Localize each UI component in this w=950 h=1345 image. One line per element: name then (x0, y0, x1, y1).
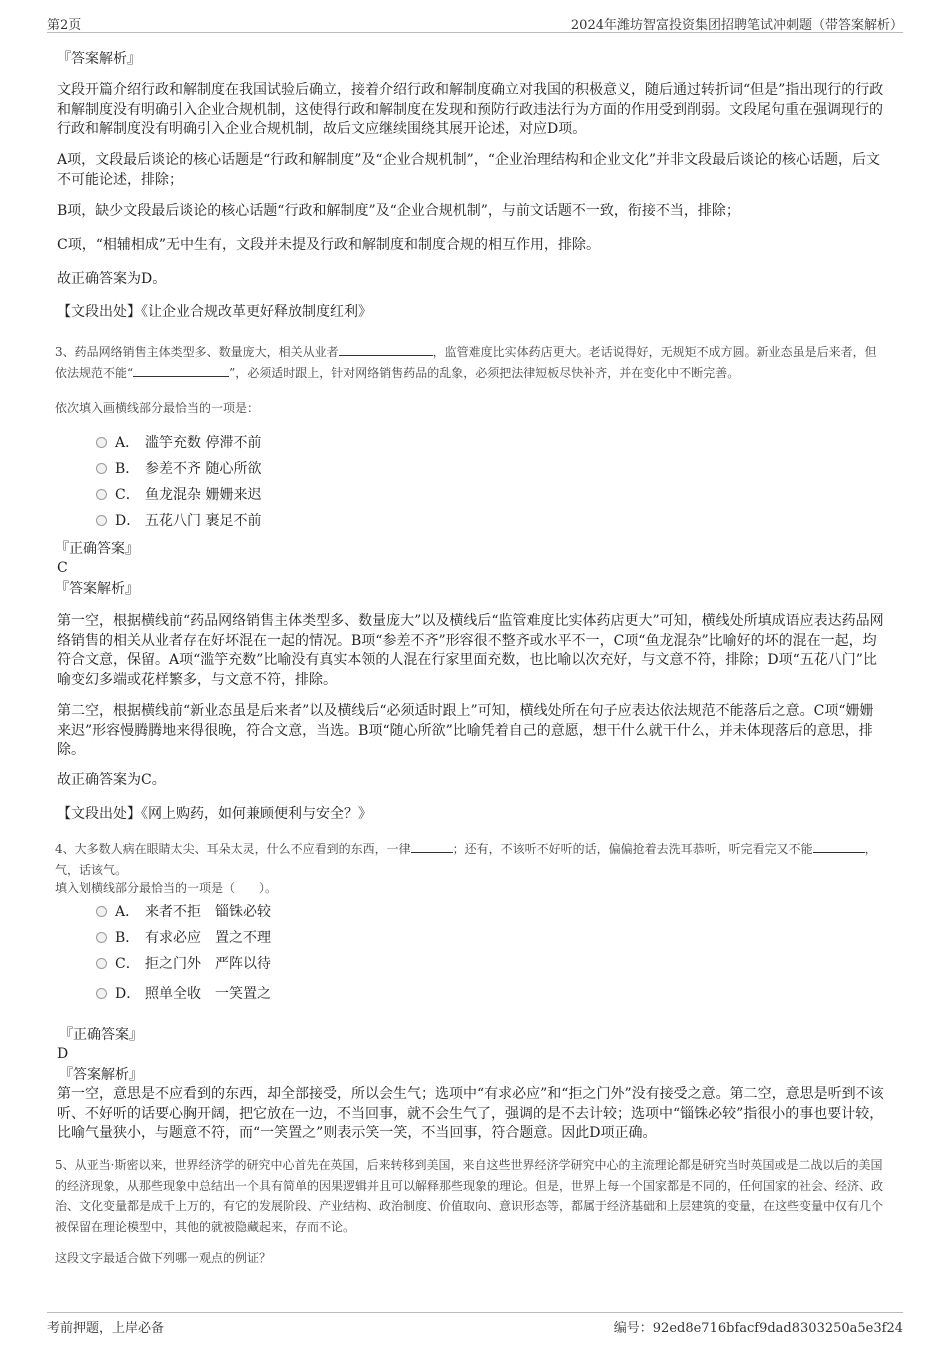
q3-blank-1 (339, 343, 433, 356)
q3-option-a[interactable]: A． 滥竽充数 停滞不前 (96, 433, 261, 453)
q3-stem: 3、药品网络销售主体类型多、数量庞大，相关从业者 ，监管难度比实体药店更大。老话说得好，无规矩不成方圆。新业态虽是后来者，但依法规范不能“ ”，必须适时跟上，针对网络销售药品的乱象，必须把法律短板尽快补齐，并在变化中不断完善。 (55, 345, 877, 380)
q4-blank-2 (813, 840, 865, 853)
q4-correct-heading: 『正确答案』 (59, 1027, 143, 1043)
q3-analysis-paragraph-2: 第二空，根据横线前“新业态虽是后来者”以及横线后“必须适时跟上”可知，横线处所在句子应表达依法规范不能落后之意。C项“姗姗来迟”形容慢腾腾地来得很晚，符合文意，当选。B项“随心所欲”比喻凭着自己的意愿，想干什么就干什么，并未体现落后的意思，排除。 (57, 703, 874, 758)
q4-correct-answer: D (57, 1046, 69, 1062)
q3-instruction: 依次填入画横线部分最恰当的一项是： (55, 401, 260, 415)
radio-icon[interactable] (96, 932, 107, 943)
footer-slogan: 考前押题，上岸必备 (47, 1321, 165, 1336)
q3-option-c[interactable]: C． 鱼龙混杂 姗姗来迟 (96, 485, 261, 505)
q4-analysis-paragraph: 第一空，意思是不应看到的东西，却全部接受，所以会生气；选项中“有求必应”和“拒之门外”没有接受之意。第二空，意思是听到不该听、不好听的话要心胸开阔，把它放在一边，不当回事，就不会生气了，强调的是不去计较；选项中“锱铢必较”指很小的事也要计较，比喻气量狭小，与题意不符，而“一笑置之”则表示笑一笑，不当回事，符合题意。因此D项正确。 (57, 1086, 884, 1141)
page-header (47, 10, 903, 33)
q3-correct-heading: 『正确答案』 (55, 541, 139, 557)
q5-question: 这段文字最适合做下列哪一观点的例证？ (55, 1251, 272, 1265)
q2-analysis-option-c: C项，“相辅相成”无中生有，文段并未提及行政和解制度和制度合规的相互作用，排除。 (57, 237, 601, 253)
q3-option-d[interactable]: D． 五花八门 裹足不前 (96, 511, 261, 531)
q3-option-b[interactable]: B． 参差不齐 随心所欲 (96, 459, 261, 479)
q3-analysis-heading: 『答案解析』 (55, 581, 139, 597)
q3-source: 【文段出处】《网上购药，如何兼顾便利与安全？》 (57, 806, 372, 822)
q4-instruction: 填入划横线部分最恰当的一项是（ ）。 (55, 881, 278, 895)
q3-conclusion: 故正确答案为C。 (57, 772, 166, 788)
q3-blank-2 (133, 364, 229, 377)
q5-stem: 5、从亚当·斯密以来，世界经济学的研究中心首先在英国，后来转移到美国，来自这些世界经济学研究中心的主流理论都是研究当时英国或是二战以后的美国的经济现象，从那些现象中总结出一个具有简单的因果逻辑并且可以解释那些现象的理论。但是，世界上每一个国家都是不同的，任何国家的社会、经济、政治、文化变量都是成千上万的，有它的发展阶段、产业结构、政治制度、价值取向、意识形态等，都属于经济基础和上层建筑的变量，在这些变量中仅有几个被保留在理论模型中，其他的就被隐藏起来，存而不论。 (55, 1158, 884, 1234)
q3-analysis-paragraph-1: 第一空，根据横线前“药品网络销售主体类型多、数量庞大”以及横线后“监管难度比实体药店更大”可知，横线处所填成语应表达药品网络销售的相关从业者存在好坏混在一起的情况。B项“参差不齐”形容很不整齐或水平不一，C项“鱼龙混杂”比喻好的坏的混在一起，均符合文意，保留。A项“滥竽充数”比喻没有真实本领的人混在行家里面充数，也比喻以次充好，与文意不符，排除；D项“五花八门”比喻变幻多端或花样繁多，与文意不符，排除。 (57, 613, 884, 688)
q2-analysis-paragraph: 文段开篇介绍行政和解制度在我国试验后确立，接着介绍行政和解制度确立对我国的积极意义，随后通过转折词“但是”指出现行的行政和解制度没有明确引入企业合规机制，这使得行政和解制度在发现和预防行政违法行为方面的作用受到削弱。文段尾句重在强调现行的行政和解制度没有明确引入企业合规机制，故后文应继续围绕其展开论述，对应D项。 (57, 82, 884, 137)
q2-analysis-option-b: B项，缺少文段最后谈论的核心话题“行政和解制度”及“企业合规机制”，与前文话题不一致，衔接不当，排除； (57, 203, 740, 219)
q4-option-a[interactable]: A． 来者不拒 锱铢必较 (96, 902, 271, 922)
document-title: 2024年潍坊智富投资集团招聘笔试冲刺题（带答案解析） (570, 18, 903, 33)
q4-stem: 4、大多数人病在眼睛太尖、耳朵太灵，什么不应看到的东西，一律 ；还有，不该听不好听的话，偏偏抢着去洗耳恭听，听完看完又不能 ，气，话该气。 (55, 842, 877, 877)
radio-icon[interactable] (96, 906, 107, 917)
q2-conclusion: 故正确答案为D。 (57, 271, 167, 287)
radio-icon[interactable] (96, 463, 107, 474)
page-number: 第2页 (47, 18, 82, 33)
q4-analysis-heading: 『答案解析』 (59, 1067, 143, 1083)
radio-icon[interactable] (96, 437, 107, 448)
q4-option-c[interactable]: C． 拒之门外 严阵以待 (96, 954, 271, 974)
q3-correct-answer: C (57, 560, 68, 576)
q2-source: 【文段出处】《让企业合规改革更好释放制度红利》 (57, 304, 372, 320)
page-footer (47, 1312, 903, 1337)
q4-option-d[interactable]: D． 照单全收 一笑置之 (96, 984, 271, 1004)
q2-analysis-heading: 『答案解析』 (57, 51, 141, 67)
radio-icon[interactable] (96, 489, 107, 500)
document-code: 编号：92ed8e716bfacf9dad8303250a5e3f24 (613, 1321, 903, 1336)
q4-option-b[interactable]: B． 有求必应 置之不理 (96, 928, 271, 948)
radio-icon[interactable] (96, 515, 107, 526)
radio-icon[interactable] (96, 958, 107, 969)
q4-blank-1 (411, 840, 453, 853)
radio-icon[interactable] (96, 988, 107, 999)
q2-analysis-option-a: A项，文段最后谈论的核心话题是“行政和解制度”及“企业合规机制”，“企业治理结构和企业文化”并非文段最后谈论的核心话题，后文不可能论述，排除； (57, 152, 881, 188)
